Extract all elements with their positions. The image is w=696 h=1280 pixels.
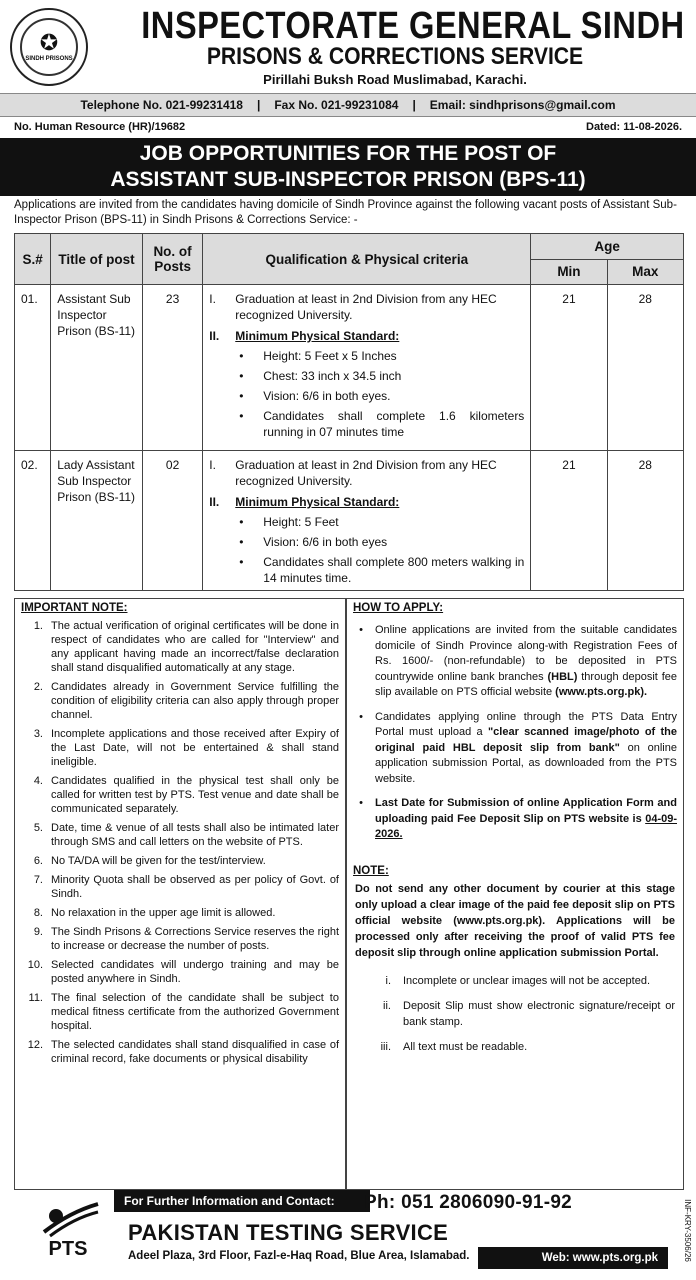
item-text: Date, time & venue of all tests shall also be intimated later through SMS and call letters on the website of PTS. — [51, 822, 339, 848]
col-header-qualification: Qualification & Physical criteria — [203, 234, 531, 285]
fax-number: Fax No. 021-99231084 — [274, 98, 399, 112]
cell-min-age: 21 — [531, 285, 607, 451]
roman-numeral: II. — [209, 495, 220, 509]
contact-label: For Further Information and Contact: — [114, 1190, 370, 1212]
roman-numeral: i. — [385, 974, 391, 987]
pts-logo-text: PTS — [48, 1238, 88, 1260]
roman-numeral: I. — [209, 292, 216, 306]
item-number: 3. — [33, 728, 43, 740]
cell-sno: 02. — [15, 451, 51, 591]
qualification-text: Graduation at least in 2nd Division from any HEC recognized University. — [235, 292, 497, 322]
item-text: All text must be readable. — [403, 1040, 528, 1053]
col-header-max: Max — [607, 259, 683, 285]
bullet-icon: • — [239, 535, 244, 549]
job-title-banner — [0, 138, 696, 196]
list-item — [347, 973, 683, 989]
logo-text: SINDH PRISONS — [25, 56, 73, 62]
bullet-icon: • — [239, 555, 244, 569]
item-text: Incomplete or unclear images will not be accepted. — [403, 974, 651, 987]
item-number: 9. — [33, 926, 43, 938]
org-subtitle: PRISONS & CORRECTIONS SERVICE — [206, 43, 584, 70]
reference-date: Dated: 11-08-2026. — [586, 121, 682, 133]
text-fragment: on online application submission Portal, as downloaded from the PTS website. — [375, 741, 677, 785]
table-row — [15, 285, 684, 451]
bullet-text: Candidates shall complete 1.6 kilometers running in 07 minutes time — [263, 409, 525, 439]
emphasis-text: "clear scanned image/photo of the original paid HBL deposit slip from bank" — [375, 726, 678, 754]
text-fragment: Candidates applying online through the PTS Data Entry Portal must upload a — [375, 710, 677, 738]
text-fragment: Last Date for Submission of online Application Form and uploading paid Fee Deposit Slip on PTS website is — [375, 797, 677, 825]
item-text: Selected candidates will undergo training and may be posted anywhere in Sindh. — [51, 959, 339, 985]
qualification-text: Graduation at least in 2nd Division from any HEC recognized University. — [235, 458, 497, 488]
bullet-item — [239, 388, 524, 404]
banner-line-1: JOB OPPORTUNITIES FOR THE POST OF — [139, 142, 557, 165]
cell-min-age: 21 — [531, 451, 607, 591]
separator: | — [412, 98, 416, 112]
roman-numeral: II. — [209, 329, 220, 343]
item-text: The final selection of the candidate shall be subject to medical fitness certificate from the authorized Government hospital. — [51, 992, 339, 1032]
website-link[interactable]: Web: www.pts.org.pk — [478, 1247, 668, 1269]
important-note-heading: IMPORTANT NOTE: — [21, 602, 128, 614]
apply-step-text — [375, 623, 677, 701]
reference-row — [14, 121, 682, 133]
roman-numeral: iii. — [380, 1040, 391, 1053]
bullet-text: Height: 5 Feet x 5 Inches — [263, 349, 397, 363]
separator: | — [256, 98, 261, 112]
text-fragment: Online applications are invited from the suitable candidates domicile of Sindh Province along-with Registration Fees of Rs. 1600/- (non-refundable) to be deposited in PTS countrywide online bank branches — [375, 624, 677, 683]
table-row — [15, 451, 684, 591]
bullet-icon: • — [239, 349, 244, 363]
org-address: Pirillahi Buksh Road Muslimabad, Karachi. — [263, 72, 527, 87]
list-item — [15, 925, 345, 953]
bullet-text: Candidates shall complete 800 meters walking in 14 minutes time. — [263, 555, 525, 585]
cell-title: Lady Assistant Sub Inspector Prison (BS-11) — [51, 451, 143, 591]
item-text: Incomplete applications and those received after Expiry of the Last Date, will not be entertained & shall stand ineligible. — [51, 728, 339, 768]
list-item — [15, 619, 345, 675]
bullet-item — [239, 348, 524, 364]
qualification-item — [209, 457, 524, 489]
bullet-text: Vision: 6/6 in both eyes. — [263, 389, 391, 403]
table-header-row — [15, 234, 684, 260]
sindh-prisons-logo — [10, 8, 88, 86]
item-text: The Sindh Prisons & Corrections Service reserves the right to increase or decrease the number of posts. — [51, 926, 339, 952]
list-item — [15, 854, 345, 868]
pts-address: Adeel Plaza, 3rd Floor, Fazl-e-Haq Road, Blue Area, Islamabad. — [128, 1250, 470, 1262]
text-fragment: through deposit fee slip available on PTS official website — [375, 670, 677, 698]
last-date: 04-09-2026. — [375, 812, 677, 840]
phone-number: Ph: 051 2806090-91-92 — [364, 1192, 573, 1213]
posts-table — [14, 233, 684, 591]
bank-name: (HBL) — [547, 670, 578, 683]
logo-inner-ring — [20, 18, 78, 76]
item-text: The selected candidates shall stand disqualified in case of criminal record, fake documents or physical disability — [51, 1039, 339, 1065]
bullet-text: Height: 5 Feet — [263, 515, 339, 529]
cell-qualification — [203, 451, 531, 591]
note-paragraph: Do not send any other document by courier at this stage only upload a clear image of the paid fee deposit slip on PTS official website (www.pts.org.pk). Applications will be processed only after receiving the proof of valid PTS fee deposit slip through online application submission Portal. — [355, 882, 675, 959]
list-item — [15, 991, 345, 1033]
col-header-min: Min — [531, 259, 607, 285]
bullet-icon: • — [359, 797, 363, 809]
item-number: 11. — [28, 992, 43, 1004]
list-item — [347, 1039, 683, 1055]
qualification-item — [209, 291, 524, 323]
item-text: Minority Quota shall be observed as per policy of Govt. of Sindh. — [51, 874, 339, 900]
list-item — [15, 680, 345, 722]
cell-num-posts: 02 — [142, 451, 202, 591]
footer — [28, 1190, 678, 1274]
item-number: 1. — [33, 620, 43, 632]
bullet-text: Chest: 33 inch x 34.5 inch — [263, 369, 402, 383]
advert-code: INF-KRY-3506/26 — [682, 1199, 692, 1262]
pts-swoosh-icon — [40, 1198, 100, 1238]
banner-line-2: ASSISTANT SUB-INSPECTOR PRISON (BPS-11) — [110, 168, 586, 191]
item-text: No TA/DA will be given for the test/interview. — [51, 855, 266, 867]
item-number: 12. — [27, 1039, 43, 1051]
bullet-icon: • — [239, 389, 244, 403]
reference-number: No. Human Resource (HR)/19682 — [14, 121, 186, 133]
how-to-apply-section — [346, 598, 684, 1190]
intro-paragraph: Applications are invited from the candidates having domicile of Sindh Province against the following vacant posts of Assistant Sub-Inspector Prison (BPS-11) in Sindh Prisons & Corrections Service: - — [14, 199, 677, 226]
col-header-num-posts: No. of Posts — [142, 234, 202, 285]
list-item — [15, 821, 345, 849]
bullet-icon: • — [359, 624, 363, 636]
star-emblem-icon: ✪ — [39, 30, 59, 55]
bullet-item — [239, 368, 524, 384]
list-item — [15, 774, 345, 816]
roman-numeral: I. — [209, 458, 216, 472]
roman-numeral: ii. — [383, 999, 391, 1012]
pts-logo — [28, 1190, 112, 1270]
telephone-number: Telephone No. 021-99231418 — [80, 98, 243, 112]
item-number: 4. — [33, 775, 43, 787]
list-item — [347, 796, 683, 843]
org-title: INSPECTORATE GENERAL SINDH — [141, 5, 685, 47]
bullet-icon: • — [239, 515, 244, 529]
note-heading: NOTE: — [353, 864, 389, 877]
col-header-age: Age — [531, 234, 684, 260]
item-text: Candidates already in Government Service fulfilling the condition of eligibility criteria can also apply through proper channel. — [51, 681, 339, 721]
cell-title: Assistant Sub Inspector Prison (BS-11) — [51, 285, 143, 451]
how-to-apply-heading: HOW TO APPLY: — [353, 602, 444, 614]
apply-step-text — [375, 796, 677, 843]
item-number: 5. — [33, 822, 43, 834]
contact-bar — [0, 93, 696, 117]
header — [0, 0, 696, 93]
list-item — [347, 998, 683, 1030]
list-item — [15, 906, 345, 920]
item-number: 2. — [33, 681, 43, 693]
cell-max-age: 28 — [607, 451, 683, 591]
item-number: 10. — [27, 959, 43, 971]
item-text: Candidates qualified in the physical test shall only be called for written test by PTS. Test venue and date shall be communicated separately. — [51, 775, 339, 815]
qualification-item — [209, 328, 524, 344]
bullet-item — [239, 514, 524, 530]
bullet-item — [239, 554, 524, 586]
item-text: No relaxation in the upper age limit is allowed. — [51, 907, 276, 919]
physical-standard-heading: Minimum Physical Standard: — [235, 329, 400, 343]
item-text: Deposit Slip must show electronic signature/receipt or bank stamp. — [403, 999, 675, 1028]
col-header-title: Title of post — [51, 234, 143, 285]
list-item — [15, 873, 345, 901]
apply-step-text — [375, 710, 677, 788]
cell-qualification — [203, 285, 531, 451]
item-number: 7. — [33, 874, 43, 886]
item-number: 6. — [33, 855, 43, 867]
pts-org-name: PAKISTAN TESTING SERVICE — [128, 1220, 449, 1245]
physical-standard-heading: Minimum Physical Standard: — [235, 495, 400, 509]
list-item — [347, 623, 683, 701]
list-item — [15, 727, 345, 769]
list-item — [347, 710, 683, 788]
cell-max-age: 28 — [607, 285, 683, 451]
item-number: 8. — [33, 907, 43, 919]
col-header-sno: S.# — [15, 234, 51, 285]
cell-sno: 01. — [15, 285, 51, 451]
list-item — [15, 958, 345, 986]
bullet-item — [239, 408, 524, 440]
bullet-item — [239, 534, 524, 550]
email-address: Email: sindhprisons@gmail.com — [429, 98, 616, 112]
list-item — [15, 1038, 345, 1066]
bullet-icon: • — [239, 409, 244, 423]
item-text: The actual verification of original certificates will be done in respect of candidates who are called for "Interview" and any applicant having made an incorrect/false declaration shall stand disqualified automatically at any stage. — [51, 620, 339, 674]
website-link[interactable]: (www.pts.org.pk). — [555, 686, 648, 698]
bullet-icon: • — [359, 710, 363, 723]
cell-num-posts: 23 — [142, 285, 202, 451]
bullet-icon: • — [239, 369, 244, 383]
qualification-item — [209, 494, 524, 510]
important-notes-section — [14, 598, 346, 1190]
bullet-text: Vision: 6/6 in both eyes — [263, 535, 388, 549]
side-code — [684, 1196, 696, 1276]
